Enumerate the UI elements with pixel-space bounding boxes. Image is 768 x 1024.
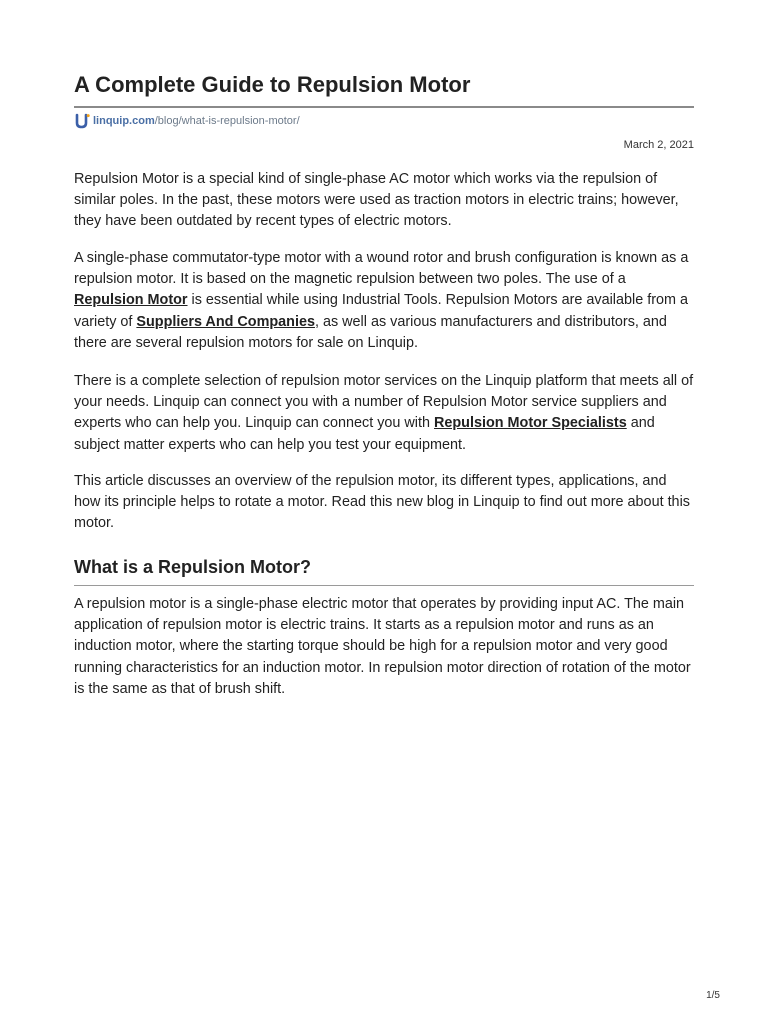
paragraph-definition (74, 248, 694, 354)
title-divider (74, 106, 694, 108)
publish-date: March 2, 2021 (623, 139, 694, 151)
page-number: 1/5 (706, 990, 720, 1001)
section-heading: What is a Repulsion Motor? (74, 557, 311, 577)
paragraph-what-is: A repulsion motor is a single-phase electric motor that operates by providing input AC. The main application of repulsion motor is electric trains. It starts as a repulsion motor and runs as an induction motor, where the starting torque should be high for a repulsion motor and very good running characteristics for an induction motor. In repulsion motor direction of rotation of the motor is the same as that of brush shift. (74, 596, 691, 697)
paragraph-text: A single-phase commutator-type motor with a wound rotor and brush configuration is known as a repulsion motor. It is based on the magnetic repulsion between two poles. The use of a (74, 250, 689, 288)
suppliers-and-companies-link[interactable]: Suppliers And Companies (136, 313, 315, 330)
paragraph-text: , as well as various manufacturers and distributors, and there are several repulsion motors for sale on Linquip. (74, 313, 667, 351)
paragraph-text: and subject matter experts who can help you test your equipment. (74, 415, 655, 453)
source-url[interactable] (74, 112, 300, 130)
linquip-logo-icon (74, 113, 90, 129)
section-divider (74, 585, 694, 586)
source-path[interactable]: /blog/what-is-repulsion-motor/ (154, 115, 300, 127)
paragraph-services (74, 371, 694, 456)
repulsion-motor-link[interactable]: Repulsion Motor (74, 292, 188, 309)
paragraph-intro: Repulsion Motor is a special kind of single-phase AC motor which works via the repulsion of similar poles. In the past, these motors were used as traction motors in electric trains; however, they have been outdated by recent types of electric motors. (74, 171, 679, 230)
paragraph-overview: This article discusses an overview of the repulsion motor, its different types, applications, and how its principle helps to rotate a motor. Read this new blog in Linquip to find out more about this motor. (74, 473, 690, 532)
page-title: A Complete Guide to Repulsion Motor (74, 72, 471, 97)
repulsion-motor-specialists-link[interactable]: Repulsion Motor Specialists (434, 415, 627, 432)
source-domain[interactable]: linquip.com (93, 115, 155, 127)
paragraph-text: is essential while using Industrial Tools. Repulsion Motors are available from a variety of (74, 292, 688, 330)
paragraph-text: There is a complete selection of repulsion motor services on the Linquip platform that meets all of your needs. Linquip can connect you with a number of Repulsion Motor service suppliers and experts who can help you. Linquip can connect you with (74, 373, 694, 432)
